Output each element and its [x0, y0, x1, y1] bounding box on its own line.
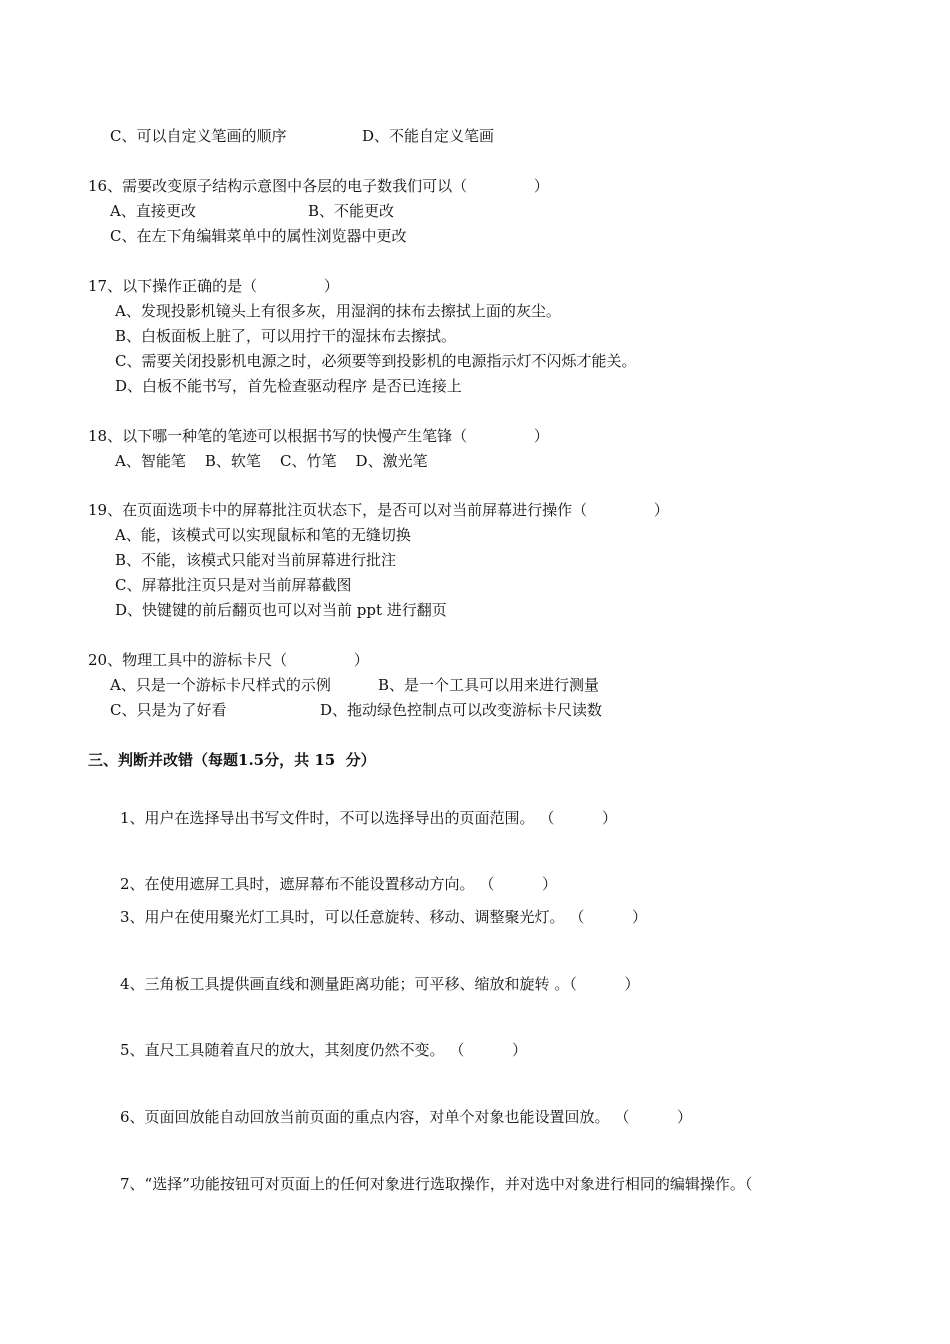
q17-option-c: C、需要关闭投影机电源之时，必须要等到投影机的电源指示灯不闪烁才能关。: [115, 352, 637, 370]
q16-stem: 16、需要改变原子结构示意图中各层的电子数我们可以（ ）: [88, 177, 549, 195]
q16-option-a: A、直接更改: [110, 202, 196, 220]
q18-options: A、智能笔 B、软笔 C、竹笔 D、激光笔: [115, 452, 428, 470]
q19-stem: 19、在页面选项卡中的屏幕批注页状态下，是否可以对当前屏幕进行操作（ ）: [88, 501, 669, 519]
q20-option-b: B、是一个工具可以用来进行测量: [378, 676, 600, 694]
q19-option-b: B、不能，该模式只能对当前屏幕进行批注: [115, 551, 397, 569]
q20-option-d: D、拖动绿色控制点可以改变游标卡尺读数: [320, 701, 603, 719]
q17-option-d: D、白板不能书写，首先检查驱动程序 是否已连接上: [115, 377, 462, 395]
q20-option-c: C、只是为了好看: [110, 701, 227, 719]
q19-option-c: C、屏幕批注页只是对当前屏幕截图: [115, 576, 352, 594]
q17-option-a: A、发现投影机镜头上有很多灰，用湿润的抹布去擦拭上面的灰尘。: [115, 302, 561, 320]
judge-item-2: 2、在使用遮屏工具时，遮屏幕布不能设置移动方向。 （ ）: [120, 875, 557, 893]
q17-stem: 17、以下操作正确的是（ ）: [88, 277, 339, 295]
judge-item-7: 7、“选择”功能按钮可对页面上的任何对象进行选取操作，并对选中对象进行相同的编辑操作。（: [120, 1175, 753, 1193]
q20-stem: 20、物理工具中的游标卡尺（ ）: [88, 651, 369, 669]
q18-stem: 18、以下哪一种笔的笔迹可以根据书写的快慢产生笔锋（ ）: [88, 427, 549, 445]
q19-option-a: A、能，该模式可以实现鼠标和笔的无缝切换: [115, 526, 411, 544]
q16-option-b: B、不能更改: [308, 202, 395, 220]
q20-option-a: A、只是一个游标卡尺样式的示例: [110, 676, 331, 694]
q15-option-c: C、可以自定义笔画的顺序: [110, 127, 287, 145]
judge-item-3: 3、用户在使用聚光灯工具时，可以任意旋转、移动、调整聚光灯。 （ ）: [120, 908, 647, 926]
judge-item-6: 6、页面回放能自动回放当前页面的重点内容，对单个对象也能设置回放。 （ ）: [120, 1108, 692, 1126]
q19-option-d: D、快键键的前后翻页也可以对当前 ppt 进行翻页: [115, 601, 447, 619]
q16-option-c: C、在左下角编辑菜单中的属性浏览器中更改: [110, 227, 407, 245]
section3-heading: 三、判断并改错（每题1.5分，共 15 分）: [88, 751, 376, 769]
judge-item-5: 5、直尺工具随着直尺的放大，其刻度仍然不变。 （ ）: [120, 1041, 527, 1059]
judge-item-4: 4、三角板工具提供画直线和测量距离功能；可平移、缩放和旋转 。（ ）: [120, 975, 640, 993]
judge-item-1: 1、用户在选择导出书写文件时，不可以选择导出的页面范围。 （ ）: [120, 809, 617, 827]
q15-option-d: D、不能自定义笔画: [362, 127, 495, 145]
q17-option-b: B、白板面板上脏了，可以用拧干的湿抹布去擦拭。: [115, 327, 457, 345]
